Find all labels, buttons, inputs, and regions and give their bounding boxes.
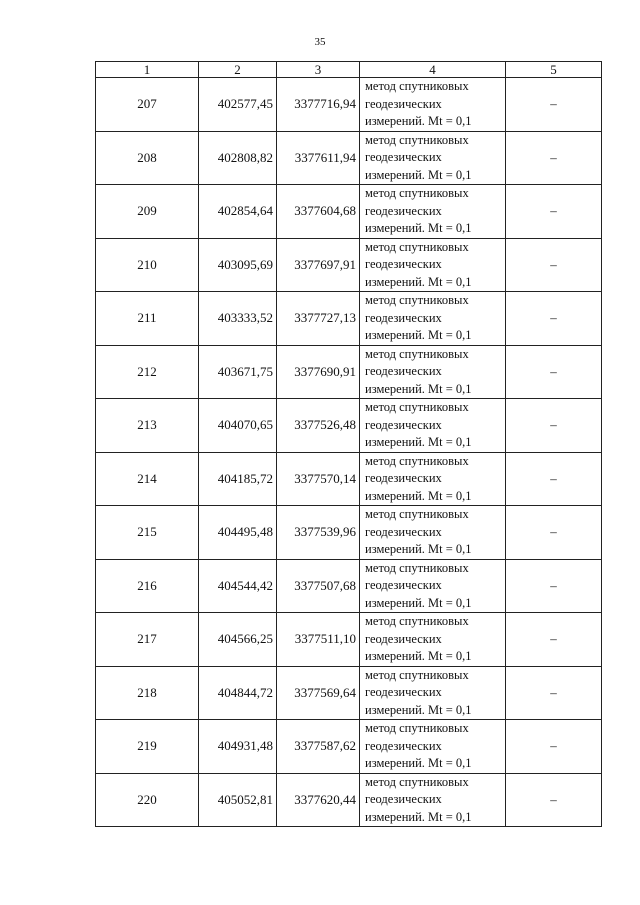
method-line-2: геодезических (365, 685, 442, 699)
coordinate-x: 403671,75 (199, 345, 277, 399)
coordinate-x: 403333,52 (199, 292, 277, 346)
point-number: 219 (96, 720, 199, 774)
note-cell: – (506, 78, 602, 132)
coordinate-x: 404844,72 (199, 666, 277, 720)
coordinate-y: 3377620,44 (277, 773, 360, 827)
coordinate-x: 404070,65 (199, 399, 277, 453)
column-header-2: 2 (199, 62, 277, 78)
method-line-2: геодезических (365, 96, 442, 111)
method-line-1: метод спутниковых (365, 560, 469, 575)
note-cell: – (506, 292, 602, 346)
note-cell: – (506, 399, 602, 453)
point-number: 214 (96, 452, 199, 506)
note-cell: – (506, 720, 602, 774)
coordinate-y: 3377587,62 (277, 720, 360, 774)
coordinate-x: 404495,48 (199, 506, 277, 560)
coordinate-y: 3377611,94 (277, 131, 360, 185)
method-line-3: измерений. Mt = 0,1 (365, 488, 472, 503)
coordinate-x: 402808,82 (199, 131, 277, 185)
table-row (96, 78, 602, 132)
method-description (360, 666, 506, 720)
coordinate-y: 3377690,91 (277, 345, 360, 399)
table-row (96, 559, 602, 613)
point-number: 210 (96, 238, 199, 292)
method-description (360, 78, 506, 132)
point-number: 211 (96, 292, 199, 346)
method-description (360, 720, 506, 774)
point-number: 218 (96, 666, 199, 720)
coordinate-y: 3377697,91 (277, 238, 360, 292)
column-header-1: 1 (96, 62, 199, 78)
table-row (96, 452, 602, 506)
method-line-3: измерений. Mt = 0,1 (365, 274, 472, 289)
method-line-3: измерений. Mt = 0,1 (365, 756, 472, 770)
coordinate-y: 3377604,68 (277, 185, 360, 239)
method-line-1: метод спутниковых (365, 346, 469, 361)
method-line-3: измерений. Mt = 0,1 (365, 381, 472, 396)
column-header-5: 5 (506, 62, 602, 78)
method-line-3: измерений. Mt = 0,1 (365, 114, 472, 128)
coordinate-x: 404931,48 (199, 720, 277, 774)
method-line-2: геодезических (365, 792, 442, 806)
method-line-2: геодезических (365, 257, 442, 271)
method-description (360, 131, 506, 185)
method-line-1: метод спутниковых (365, 400, 469, 414)
method-description (360, 399, 506, 453)
point-number: 220 (96, 773, 199, 827)
method-description (360, 773, 506, 827)
method-line-2: геодезических (365, 364, 442, 378)
method-line-3: измерений. Mt = 0,1 (365, 542, 472, 556)
coordinate-x: 404566,25 (199, 613, 277, 667)
coordinate-x: 403095,69 (199, 238, 277, 292)
method-description (360, 185, 506, 239)
table-header-row (96, 62, 602, 78)
method-line-1: метод спутниковых (365, 774, 469, 789)
method-line-2: геодезических (365, 417, 442, 432)
method-line-3: измерений. Mt = 0,1 (365, 595, 472, 610)
note-cell: – (506, 345, 602, 399)
table-row (96, 238, 602, 292)
table-row (96, 399, 602, 453)
coordinate-y: 3377526,48 (277, 399, 360, 453)
method-line-2: геодезических (365, 471, 442, 485)
coordinate-x: 405052,81 (199, 773, 277, 827)
method-line-3: измерений. Mt = 0,1 (365, 702, 472, 717)
method-description (360, 292, 506, 346)
method-description (360, 345, 506, 399)
method-line-2: геодезических (365, 310, 442, 325)
coordinate-y: 3377727,13 (277, 292, 360, 346)
coordinate-x: 404544,42 (199, 559, 277, 613)
point-number: 216 (96, 559, 199, 613)
method-line-1: метод спутниковых (365, 453, 469, 468)
method-line-1: метод спутниковых (365, 507, 469, 521)
method-line-3: измерений. Mt = 0,1 (365, 328, 472, 342)
note-cell: – (506, 238, 602, 292)
table-row (96, 613, 602, 667)
note-cell: – (506, 185, 602, 239)
method-line-1: метод спутниковых (365, 79, 469, 93)
method-line-3: измерений. Mt = 0,1 (365, 167, 472, 182)
method-line-1: метод спутниковых (365, 186, 469, 200)
table-body (96, 78, 602, 827)
note-cell: – (506, 131, 602, 185)
column-header-4: 4 (360, 62, 506, 78)
note-cell: – (506, 666, 602, 720)
coordinate-y: 3377507,68 (277, 559, 360, 613)
coordinate-y: 3377569,64 (277, 666, 360, 720)
method-line-3: измерений. Mt = 0,1 (365, 649, 472, 663)
method-line-1: метод спутниковых (365, 132, 469, 147)
method-line-2: геодезических (365, 150, 442, 164)
coordinate-x: 402577,45 (199, 78, 277, 132)
note-cell: – (506, 452, 602, 506)
method-description (360, 452, 506, 506)
method-description (360, 559, 506, 613)
table-row (96, 666, 602, 720)
coordinate-x: 404185,72 (199, 452, 277, 506)
method-description (360, 613, 506, 667)
method-description (360, 506, 506, 560)
method-line-1: метод спутниковых (365, 721, 469, 735)
method-line-1: метод спутниковых (365, 667, 469, 682)
point-number: 207 (96, 78, 199, 132)
method-line-2: геодезических (365, 203, 442, 218)
method-description (360, 238, 506, 292)
note-cell: – (506, 506, 602, 560)
coordinate-y: 3377539,96 (277, 506, 360, 560)
method-line-3: измерений. Mt = 0,1 (365, 221, 472, 235)
page-number: 35 (314, 36, 326, 48)
point-number: 217 (96, 613, 199, 667)
table-row (96, 185, 602, 239)
method-line-2: геодезических (365, 738, 442, 753)
coordinate-x: 402854,64 (199, 185, 277, 239)
note-cell: – (506, 559, 602, 613)
method-line-2: геодезических (365, 631, 442, 646)
method-line-1: метод спутниковых (365, 293, 469, 307)
note-cell: – (506, 773, 602, 827)
point-number: 208 (96, 131, 199, 185)
coordinate-y: 3377570,14 (277, 452, 360, 506)
coordinate-y: 3377716,94 (277, 78, 360, 132)
coordinate-y: 3377511,10 (277, 613, 360, 667)
method-line-1: метод спутниковых (365, 614, 469, 628)
method-line-1: метод спутниковых (365, 239, 469, 254)
table-row (96, 345, 602, 399)
point-number: 215 (96, 506, 199, 560)
table-row (96, 720, 602, 774)
method-line-3: измерений. Mt = 0,1 (365, 809, 472, 824)
column-header-3: 3 (277, 62, 360, 78)
table-row (96, 506, 602, 560)
note-cell: – (506, 613, 602, 667)
point-number: 212 (96, 345, 199, 399)
method-line-3: измерений. Mt = 0,1 (365, 435, 472, 449)
point-number: 209 (96, 185, 199, 239)
method-line-2: геодезических (365, 524, 442, 539)
table-row (96, 773, 602, 827)
coordinates-table (95, 61, 602, 827)
point-number: 213 (96, 399, 199, 453)
table-row (96, 131, 602, 185)
method-line-2: геодезических (365, 578, 442, 592)
table-row (96, 292, 602, 346)
